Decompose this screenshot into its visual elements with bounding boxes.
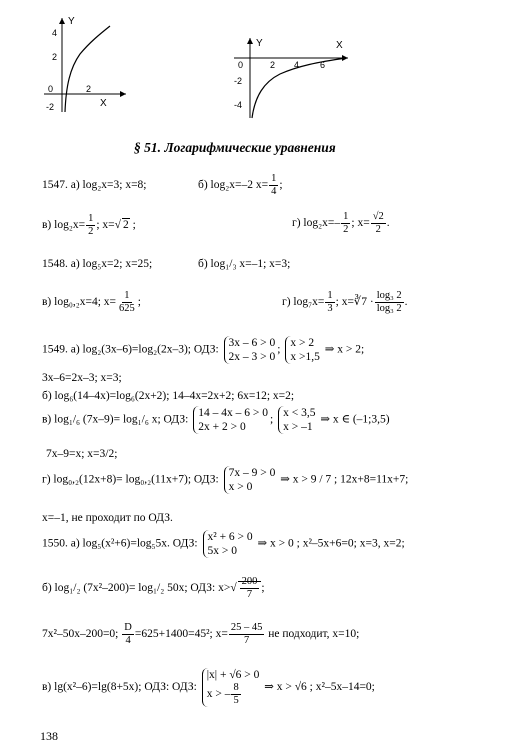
right-y-label: Y xyxy=(256,38,263,49)
left-tick-y-m2: -2 xyxy=(46,102,55,112)
left-log-graph xyxy=(40,16,130,114)
left-tick-y-4: 4 xyxy=(52,28,58,38)
line-1549g2: x=–1, не проходит по ОДЗ. xyxy=(42,512,173,524)
line-1550a: 1550. а) log₅(x²+6)=log₅5x. ОДЗ: x² + 6 > 0 5x > 0 ⇒ x > 0 ; x²–5x+6=0; x=3, x=2; xyxy=(42,531,405,557)
line-1549b: б) log₆(14–4x)=log₆(2x+2); 14–4x=2x+2; 6x=12; x=2; xyxy=(42,390,295,402)
line-1548g: г) log₇x= $\frac{1}{3}$ ; x=∛7 · $\frac{\text{log₃ 2}}{\text{log₃ 2}}$ . xyxy=(282,290,408,314)
left-y-label: Y xyxy=(68,16,75,27)
right-tick-x-2: 2 xyxy=(270,60,276,70)
right-tick-y-m4: -4 xyxy=(234,100,243,110)
left-x-label: X xyxy=(100,98,107,109)
line-1547a: 1547. а) log₂x=3; x=8; xyxy=(42,179,147,191)
line-1548v: в) log₀,₂x=4; x= $\frac{1}{625}$ ; xyxy=(42,290,141,314)
line-1548b: б) log₁/₃ x=–1; x=3; xyxy=(198,258,291,270)
right-tick-x-6: 6 xyxy=(320,60,326,70)
line-1547g: г) log₂x=– $\frac{1}{2}$ ; x= $\frac{√2}{2}$ . xyxy=(292,211,390,235)
line-1547v: в) log₂x= $\frac{1}{2}$ ; x=√ 2 ; xyxy=(42,213,136,237)
line-1549v: в) log₁/₆ (7x–9)= log₁/₆ x; ОДЗ: 14 – 4x – 6 > 0 2x + 2 > 0 ; x < 3,5 x > –1 ⇒ x ∈ (–1;3,5) xyxy=(42,407,390,433)
line-1549a2: 3x–6=2x–3; x=3; xyxy=(42,372,122,384)
line-1550v: в) lg(x²–6)=lg(8+5x); ОДЗ: ОДЗ: |x| + √6 > 0 x > – $\frac{8}{5}$ ⇒ x > √6 ; x²–5x–14=0; xyxy=(42,669,375,706)
line-1548a: 1548. а) log₅x=2; x=25; xyxy=(42,258,153,270)
line-1547b: б) log₂x=–2 x= $\frac{1}{4}$ ; xyxy=(198,173,283,197)
left-tick-y-2: 2 xyxy=(52,52,58,62)
line-1549v2: 7x–9=x; x=3/2; xyxy=(46,448,118,460)
line-1549a: 1549. а) log₂(3x–6)=log₂(2x–3); ОДЗ: 3x – 6 > 0 2x – 3 > 0 ; x > 2 x >1,5 ⇒ x > 2; xyxy=(42,337,365,363)
right-x-label: X xyxy=(336,40,343,51)
right-tick-x-4: 4 xyxy=(294,60,300,70)
left-tick-y-0: 0 xyxy=(48,84,54,94)
right-tick-y-0: 0 xyxy=(238,60,244,70)
right-log-graph xyxy=(228,36,358,120)
line-1550b2: 7x²–50x–200=0; $\frac{D}{4}$ =625+1400=45²; x= $\frac{25 - 45}{7}$ не подходит, x=10; xyxy=(42,622,360,646)
left-tick-x-2: 2 xyxy=(86,84,92,94)
line-1550b: б) log₁/₂ (7x²–200)= log₁/₂ 50x; ОДЗ: x>√ $\frac{200}{7}$ ; xyxy=(42,576,265,600)
line-1549g: г) log₀,₂(12x+8)= log₀,₂(11x+7); ОДЗ: 7x – 9 > 0 x > 0 ⇒ x > 9 / 7 ; 12x+8=11x+7; xyxy=(42,467,409,493)
page-number: 138 xyxy=(40,729,58,743)
section-title: § 51. Логарифмические уравнения xyxy=(134,140,336,155)
right-tick-y-m2: -2 xyxy=(234,76,243,86)
